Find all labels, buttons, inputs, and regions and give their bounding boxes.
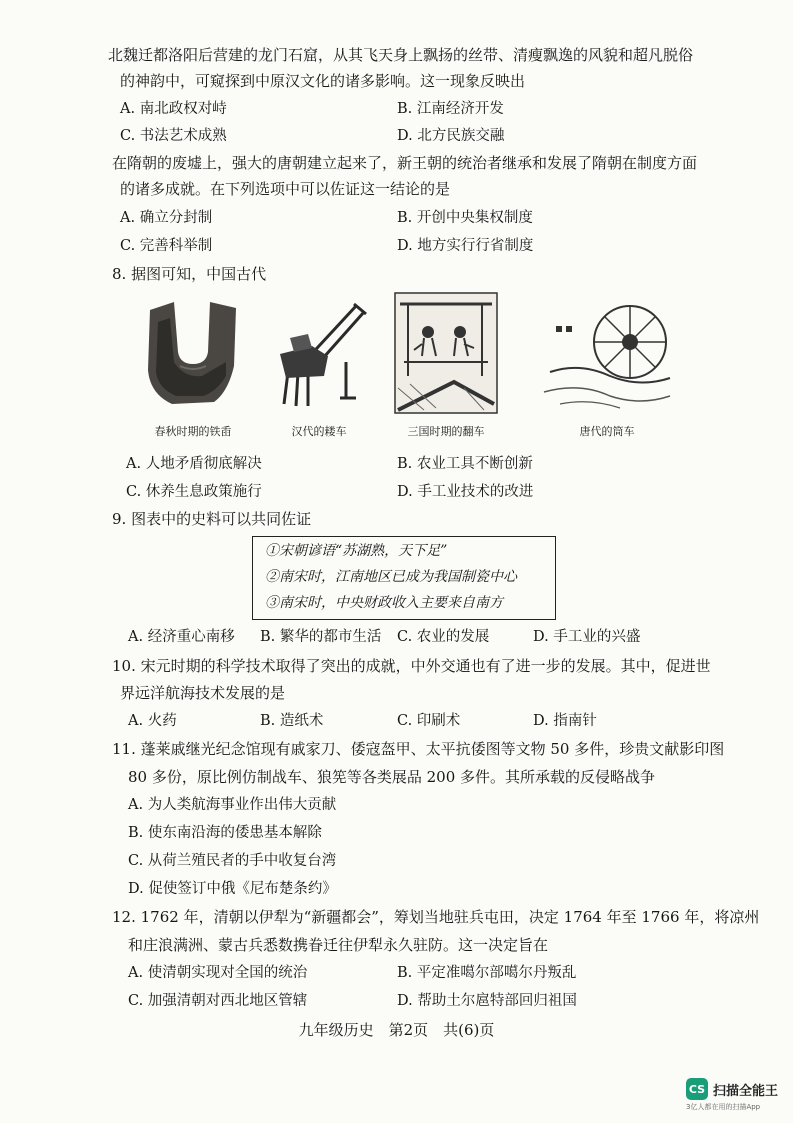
q8-option-c: C. 休养生息政策施行 [126,484,262,500]
q9-source-box [252,536,556,620]
q10-stem-line1: 10. 宋元时期的科学技术取得了突出的成就，中外交通也有了进一步的发展。其中，促进世 [112,657,711,675]
q12-stem-line2: 和庄浪满洲、蒙古兵悉数携眷迁往伊犁永久驻防。这一决定旨在 [128,936,549,954]
scanner-tagline: 3亿人都在用的扫描App [686,1103,761,1111]
q8-option-d: D. 手工业技术的改进 [397,484,534,500]
cs-logo-icon: CS [686,1078,708,1100]
q10-option-b: B. 造纸术 [260,713,324,729]
q10-option-d: D. 指南针 [533,713,597,729]
q9-stem: 9. 图表中的史料可以共同佐证 [112,510,312,528]
q7-option-c: C. 完善科举制 [120,238,213,254]
q9-option-c: C. 农业的发展 [397,629,490,645]
seed-drill-image [266,292,372,414]
q10-option-c: C. 印刷术 [397,713,461,729]
q7-option-b: B. 开创中央集权制度 [397,210,533,226]
q11-stem-line2: 80 多份，原比例仿制战车、狼筅等各类展品 200 多件。其所承载的反侵略战争 [128,768,656,786]
q9-source-3: ③南宋时，中央财政收入主要来自南方 [265,595,503,611]
q11-option-a: A. 为人类航海事业作出伟大贡献 [128,797,337,813]
q10-option-a: A. 火药 [128,713,177,729]
caption-chain-pump: 三国时期的翻车 [407,425,485,438]
water-wheel-image [540,292,674,414]
q7-stem-line2: 的诸多成就。在下列选项中可以佐证这一结论的是 [120,180,451,198]
q8-option-a: A. 人地矛盾彻底解决 [126,456,262,472]
caption-iron-spade: 春秋时期的铁臿 [154,425,232,438]
q11-option-c: C. 从荷兰殖民者的手中收复台湾 [128,853,337,869]
scanner-brand: 扫描全能王 [713,1083,779,1099]
q8-option-b: B. 农业工具不断创新 [397,456,533,472]
q6-option-d: D. 北方民族交融 [397,128,505,144]
q7-option-a: A. 确立分封制 [120,210,213,226]
q6-option-b: B. 江南经济开发 [397,101,504,117]
q6-stem-line1: 北魏迁都洛阳后营建的龙门石窟，从其飞天身上飘扬的丝带、清瘦飘逸的风貌和超凡脱俗 [108,46,694,64]
q9-option-a: A. 经济重心南移 [128,629,235,645]
q6-option-a: A. 南北政权对峙 [120,101,227,117]
scanner-watermark [686,1078,778,1100]
q12-option-c: C. 加强清朝对西北地区管辖 [128,993,308,1009]
page-footer: 九年级历史 第2页 共(6)页 [298,1021,495,1039]
q9-source-1: ①宋朝谚语“苏湖熟，天下足” [265,543,448,559]
q12-option-b: B. 平定准噶尔部噶尔丹叛乱 [397,965,577,981]
q11-option-d: D. 促使签订中俄《尼布楚条约》 [128,881,337,897]
q7-option-d: D. 地方实行行省制度 [397,238,534,254]
caption-water-wheel: 唐代的筒车 [579,425,635,438]
q12-stem-line1: 12. 1762 年，清朝以伊犁为“新疆都会”，筹划当地驻兵屯田，决定 1764 年至 1766 年，将凉州 [112,908,760,926]
q9-option-d: D. 手工业的兴盛 [533,629,641,645]
caption-seed-drill: 汉代的耧车 [291,425,347,438]
chain-pump-image [394,292,498,414]
q12-option-a: A. 使清朝实现对全国的统治 [128,965,308,981]
q9-source-2: ②南宋时，江南地区已成为我国制瓷中心 [265,569,517,585]
q12-option-d: D. 帮助土尔扈特部回归祖国 [397,993,577,1009]
q7-stem-line1: 在隋朝的废墟上，强大的唐朝建立起来了，新王朝的统治者继承和发展了隋朝在制度方面 [112,154,698,172]
q10-stem-line2: 界远洋航海技术发展的是 [120,684,286,702]
q9-option-b: B. 繁华的都市生活 [260,629,382,645]
q11-option-b: B. 使东南沿海的倭患基本解除 [128,825,322,841]
q6-option-c: C. 书法艺术成熟 [120,128,227,144]
q6-stem-line2: 的神韵中，可窥探到中原汉文化的诸多影响。这一现象反映出 [120,72,526,90]
iron-spade-image [140,292,246,414]
q11-stem-line1: 11. 蓬莱戚继光纪念馆现有戚家刀、倭寇盔甲、太平抗倭图等文物 50 多件，珍贵文献影印图 [112,740,725,758]
q8-stem: 8. 据图可知，中国古代 [112,265,267,283]
